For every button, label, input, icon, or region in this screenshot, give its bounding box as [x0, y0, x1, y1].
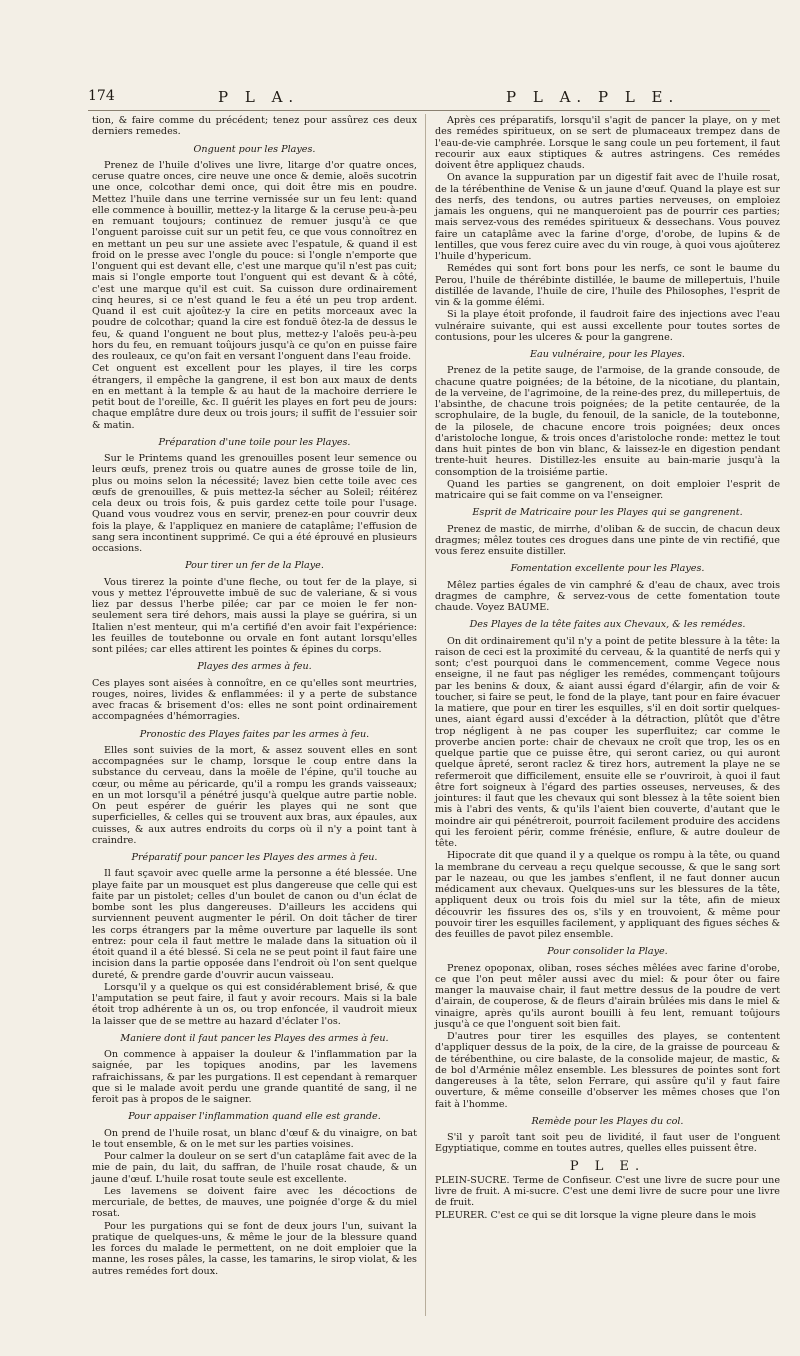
paragraph: Elles sont suivies de la mort, & assez souvent elles en sont accompagnées sur le champ, lorsque le coup entre dans la substance du cerveau, dans la moële de l'épine, qu'il touche au cœur, ou même au péricarde, qu'il a rompu les grands vaisseaux; en un mot lorsqu'il a pénétré jusqu'à quelque autre partie noble. On peut espérer de guérir les playes qui ne sont que superficielles, & celles qui se trouvent aux bras, aux épaules, aux cuisses, & aux autres endroits du corps où il n'y a point tant à craindre.	[92, 744, 417, 846]
paragraph: Lorsqu'il y a quelque os qui est considérablement brisé, & que l'amputation se peut faire, il faut y avoir recours. Mais si la bale étoit trop adhérente à un os, ou trop enfoncée, il vaudroit mieux la laisser que de se mettre au hazard d'éclater l'os.	[92, 981, 417, 1027]
paragraph: Mêlez parties égales de vin camphré & d'eau de chaux, avec trois dragmes de camphre, & servez-vous de cette fomentation toute chaude. Voyez BAUME.	[435, 579, 780, 613]
paragraph: Quand les parties se gangrenent, on doit emploier l'esprit de matricaire qui se fait comme on va l'enseigner.	[435, 478, 780, 501]
paragraph: Remédes qui sont fort bons pour les nerfs, ce sont le baume du Perou, l'huile de thérébinte distillée, le baume de millepertuis, l'huile distillée de lavande, l'huile de cire, l'huile des Philosophes, l'esprit de vin & la gomme élémi.	[435, 263, 780, 308]
paragraph: Prenez de mastic, de mirrhe, d'oliban & de succin, de chacun deux dragmes; mêlez toutes ces drogues dans une pinte de vin rectifié, que vous ferez ensuite distiller.	[435, 523, 780, 557]
section-heading: Pronostic des Playes faites par les armes à feu.	[139, 728, 370, 740]
section-heading: Pour appaiser l'inflammation quand elle est grande.	[128, 1111, 381, 1123]
paragraph: Si la playe étoit profonde, il faudroit faire des injections avec l'eau vulnéraire suivante, qui est aussi excellente pour toutes sortes de contusions, pour les ulceres & pour la gangrene.	[435, 309, 780, 343]
paragraph: Après ces préparatifs, lorsqu'il s'agit de pancer la playe, on y met des remédes spiritueux, on se sert de plumaceaux trempez dans de l'eau-de-vie camphrée. Lorsque le sang coule un peu fortement, il faut recourir aux eaux stiptiques & autres astringens. Ces remédes doivent être appliquez chauds.	[435, 115, 780, 171]
paragraph: Il faut sçavoir avec quelle arme la personne a été blessée. Une playe faite par un mousquet est plus dangereuse que celle qui est faite par un pistolet; celles d'un boulet de canon ou d'un éclat de bombe sont les plus dangereuses. D'ailleurs les accidens qui surviennent peuvent augmenter le péril. On doit tâcher de tirer les corps étrangers par la même ouverture par laquelle ils sont entrez: pour cela il faut mettre le malade dans la situation où il étoit quand il a été blessé. Si cela ne se peut point il faut faire une incision dans la partie opposée dans l'endroit où l'on sent quelque dureté, & prendre garde d'ouvrir aucun vaisseau.	[92, 868, 417, 981]
paragraph: Vous tirerez la pointe d'une fleche, ou tout fer de la playe, si vous y mettez l'éprouvette imbuë de suc de valeriane, & si vous liez par dessus l'herbe pilée; car par ce moien le fer non-seulement sera tiré dehors, mais aussi la playe se guérira, si un Italien n'est menteur, qui m'a certifié d'en avoir fait l'expérience: les feuilles de toutebonne ou orvale en font autant lorsqu'elles sont pilées; car elles attirent les pointes & épines du corps.	[92, 576, 417, 655]
section-heading: Pour tirer un fer de la Playe.	[185, 560, 324, 572]
paragraph: Les lavemens se doivent faire avec les décoctions de mercuriale, de bettes, de mauves, une poignée d'orge & du miel rosat.	[92, 1185, 417, 1220]
section-heading: Fomentation excellente pour les Playes.	[510, 563, 705, 575]
running-head	[88, 88, 770, 110]
paragraph: Sur le Printems quand les grenouilles posent leur semence ou leurs œufs, prenez trois ou quatre aunes de grosse toile de lin, plus ou moins selon la nécessité; lavez bien cette toile avec ces œufs de grenouilles, & puis mettez-la sécher au Soleil; réitérez cela deux ou trois fois, & puis gardez cette toile pour l'usage. Quand vous voudrez vous en servir, prenez-en pour couvrir deux fois la playe, & l'appliquez en maniere de cataplâme; l'effusion de sang sera incontinent supprimé. Ce qui a été éprouvé en plusieurs occasions.	[92, 453, 417, 554]
running-head-left: P L A.	[218, 88, 300, 106]
paragraph: Prenez opoponax, oliban, roses séches mêlées avec farine d'orobe, ce que l'on peut mêler aussi avec du miel: & pour ôter ou faire manger la mauvaise chair, il faut mettre dessus de la poudre de vert d'airain, de couperose, & de fleurs d'airain brûlées mis dans le miel & vinaigre, après qu'ils auront bouilli à feu lent, remuant toûjours jusqu'à ce que l'onguent soit bien fait.	[435, 962, 780, 1030]
section-heading: Préparatif pour pancer les Playes des armes à feu.	[131, 852, 378, 863]
running-head-right: P L A. P L E.	[506, 88, 680, 106]
section-heading: Préparation d'une toile pour les Playes.	[158, 436, 351, 448]
header-rule	[88, 110, 770, 111]
right-column	[435, 115, 780, 1222]
section-heading: Onguent pour les Playes.	[193, 143, 316, 155]
left-column	[92, 115, 417, 1278]
paragraph: Cet onguent est excellent pour les playes, il tire les corps étrangers, il empêche la gangrene, il est bon aux maux de dents en en mettant à la temple & au haut de la machoire derriere le petit bout de l'oreille, &c. Il guérit les playes en fort peu de jours: chaque emplâtre dure deux ou trois jours; il suffit de l'essuier soir & matin.	[92, 363, 417, 431]
paragraph: On prend de l'huile rosat, un blanc d'œuf & du vinaigre, on bat le tout ensemble, & on le met sur les parties voisines.	[92, 1127, 417, 1150]
dictionary-entries	[435, 1175, 780, 1221]
paragraph: On dit ordinairement qu'il n'y a point de petite blessure à la tête: la raison de ceci est la proximité du cerveau, & la quantité de nerfs qui y sont; c'est pourquoi dans le commencement, comme Vegece nous enseigne, il ne faut pas négliger les remédes, commençant toûjours par les benins & doux, & aiant aussi égard d'élargir, afin de voir & toucher, si faire se peut, le fond de la playe, tant pour en faire évacuer la matiere, que pour en tirer les esquilles, s'il en doit sortir quelques-unes, aiant égard aussi d'excéder à la détraction, plûtôt que d'être trop négligent à ne pas couper les superfluitez; car comme le proverbe ancien porte: chair de chevaux ne croît que trop, les os en quelque partie que ce puisse être, qui seront cariez, ou qui auront quelque âpreté, seront raclez & tirez hors, autrement la playe ne se refermeroit que difficilement, ensuite elle se r'ouvriroit, à quoi il faut être fort soigneux à l'égard des parties osseuses, nerveuses, & des jointures: il faut que les chevaux qui sont blessez à la tête soient bien mis à l'abri des vents, & qu'ils l'aient bien couverte, d'autant que le moindre air qui pénétreroit, pourroit facilement produire des accidens qui les feroient périr, comme frénésie, enflure, & autre douleur de tête.	[435, 635, 780, 849]
dictionary-entry: PLEURER. C'est ce qui se dit lorsque la vigne pleure dans le mois	[435, 1209, 757, 1221]
dictionary-entry: PLEIN-SUCRE. Terme de Confiseur. C'est une livre de sucre pour une livre de fruit. A mi-sucre. C'est une demi livre de sucre pour une livre de fruit.	[435, 1174, 780, 1209]
paragraph: D'autres pour tirer les esquilles des playes, se contentent d'appliquer dessus de la poix, de la cire, de la graisse de pourceau & de térébenthine, ou cire balaste, de la consolide majeur, de mastic, & de bol d'Arménie mêlez ensemble. Les blessures de pointes sont fort dangereuses à la tête, selon Ferrare, qui assûre qu'il y faut faire ouverture, & même conseille d'observer les mêmes choses que l'on fait à l'homme.	[435, 1031, 780, 1110]
paragraph: Prenez de la petite sauge, de l'armoise, de la grande consoude, de chacune quatre poignées; de la bétoine, de la nicotiane, du plantain, de la verveine, de l'agrimoine, de la reine-des prez, du millepertuis, de l'absinthe, de chacune trois poignées; de la petite centaurée, de la scrophulaire, de la bugle, du fenouil, de la sanicle, de la toutebonne, de la pilosele, de chacune encore trois poignées; deux onces d'aristoloche longue, & trois onces d'aristoloche ronde: mettez le tout dans huit pintes de bon vin blanc, & laissez-le en digestion pendant trente-huit heures. Distillez-les ensuite au bain-marie jusqu'à la consomption de la troisiéme partie.	[435, 365, 780, 478]
paragraph: On avance la suppuration par un digestif fait avec de l'huile rosat, de la térébenthine de Venise & un jaune d'œuf. Quand la playe est sur des nerfs, des tendons, ou autres parties nerveuses, on emploiez jamais les onguens, qui ne manqueroient pas de pourrir ces parties; mais servez-vous des remédes spiritueux & dessechans. Vous pouvez faire un cataplâme avec la farine d'orge, d'orobe, de lupins & de lentilles, que vous ferez cuire avec du vin rouge, à quoi vous ajoûterez l'huile d'hypericum.	[435, 172, 780, 262]
section-heading: Playes des armes à feu.	[197, 661, 312, 673]
paragraph: On commence à appaiser la douleur & l'inflammation par la saignée, par les topiques anodins, par les lavemens rafraichissans, & par les purgations. Il est cependant à remarquer que si le malade avoit perdu une grande quantité de sang, il ne feroit pas à propos de le saigner.	[92, 1049, 417, 1105]
paragraph: Prenez de l'huile d'olives une livre, litarge d'or quatre onces, ceruse quatre onces, cire neuve une once & demie, aloës sucotrin une once, colcothar demi once, qui doit être mis en poudre. Mettez l'huile dans une terrine vernissée sur un feu lent: quand elle commence à bouillir, mettez-y la litarge & la ceruse peu-à-peu en remuant toujours; continuez de remuer jusqu'à ce que l'onguent paroisse cuit sur un petit feu, ce que vous connoîtrez en en mettant un peu sur une assiete avec l'espatule, & quand il est froid on le presse avec l'ongle du pouce: si l'ongle n'emporte que l'onguent qui est devant elle, c'est une marque qu'il n'est pas cuit; mais si l'ongle emporte tout l'onguent qui est devant & à côté, c'est une marque qu'il est cuit. Sa cuisson dure ordinairement cinq heures, si ce n'est quand le feu a été un peu trop ardent. Quand il est cuit ajoûtez-y la cire en petits morceaux avec la poudre de colcothar; quand la cire est fonduë ôtez-la de dessus le feu, & quand l'onguent ne bout plus, mettez-y l'aloës peu-à-peu hors du feu, en remuant toûjours jusqu'à ce qu'on en puisse faire des rouleaux, ce qu'on fait en versant l'onguent dans l'eau froide.	[92, 159, 417, 362]
paragraph: Pour calmer la douleur on se sert d'un cataplâme fait avec de la mie de pain, du lait, du saffran, de l'huile rosat chaude, & un jaune d'œuf. L'huile rosat toute seule est excellente.	[92, 1151, 417, 1185]
section-heading: Eau vulnéraire, pour les Playes.	[530, 349, 685, 360]
section-heading: Esprit de Matricaire pour les Playes qui se gangrenent.	[472, 507, 743, 519]
section-heading: Maniere dont il faut pancer les Playes des armes à feu.	[120, 1032, 389, 1044]
paragraph: Hipocrate dit que quand il y a quelque os rompu à la tête, ou quand la membrane du cerveau a reçu quelque secousse, & que le sang sort par le nazeau, ou que les jambes s'enflent, il ne faut donner aucun médicament aux chevaux. Quelques-uns sur les blessures de la tête, appliquent deux ou trois fois du miel sur la tête, afin de mieux découvrir les fissures des os, s'ils y en trouvoient, & même pour pouvoir tirer les esquilles facilement, y appliquant des figues séches & des feuilles de pavot pilez ensemble.	[435, 850, 780, 940]
page-number: 174	[88, 88, 115, 104]
paragraph: S'il y paroît tant soit peu de lividité, il faut user de l'onguent Egyptiatique, comme en toutes autres, quelles elles puissent être.	[435, 1132, 780, 1155]
column-divider	[425, 114, 426, 1316]
section-heading: Remède pour les Playes du col.	[531, 1115, 684, 1127]
paragraph: Pour les purgations qui se font de deux jours l'un, suivant la pratique de quelques-uns, & même le jour de la blessure quand les forces du malade le permettent, on ne doit emploier que la manne, les roses pâles, la casse, les tamarins, le sirop violat, & les autres remédes fort doux.	[92, 1220, 417, 1277]
paragraph: tion, & faire comme du précédent; tenez pour assûrez ces deux derniers remedes.	[92, 115, 417, 138]
section-heading: Pour consolider la Playe.	[547, 946, 668, 958]
entry-group-heading: P L E.	[569, 1158, 646, 1174]
paragraph: Ces playes sont aisées à connoître, en ce qu'elles sont meurtries, rouges, noires, livides & enflammées: il y a perte de substance avec fracas & brisement d'os: elles ne sont point ordinairement accompagnées d'hémorragies.	[92, 677, 417, 723]
section-heading: Des Playes de la tête faites aux Chevaux, & les remédes.	[469, 619, 746, 631]
